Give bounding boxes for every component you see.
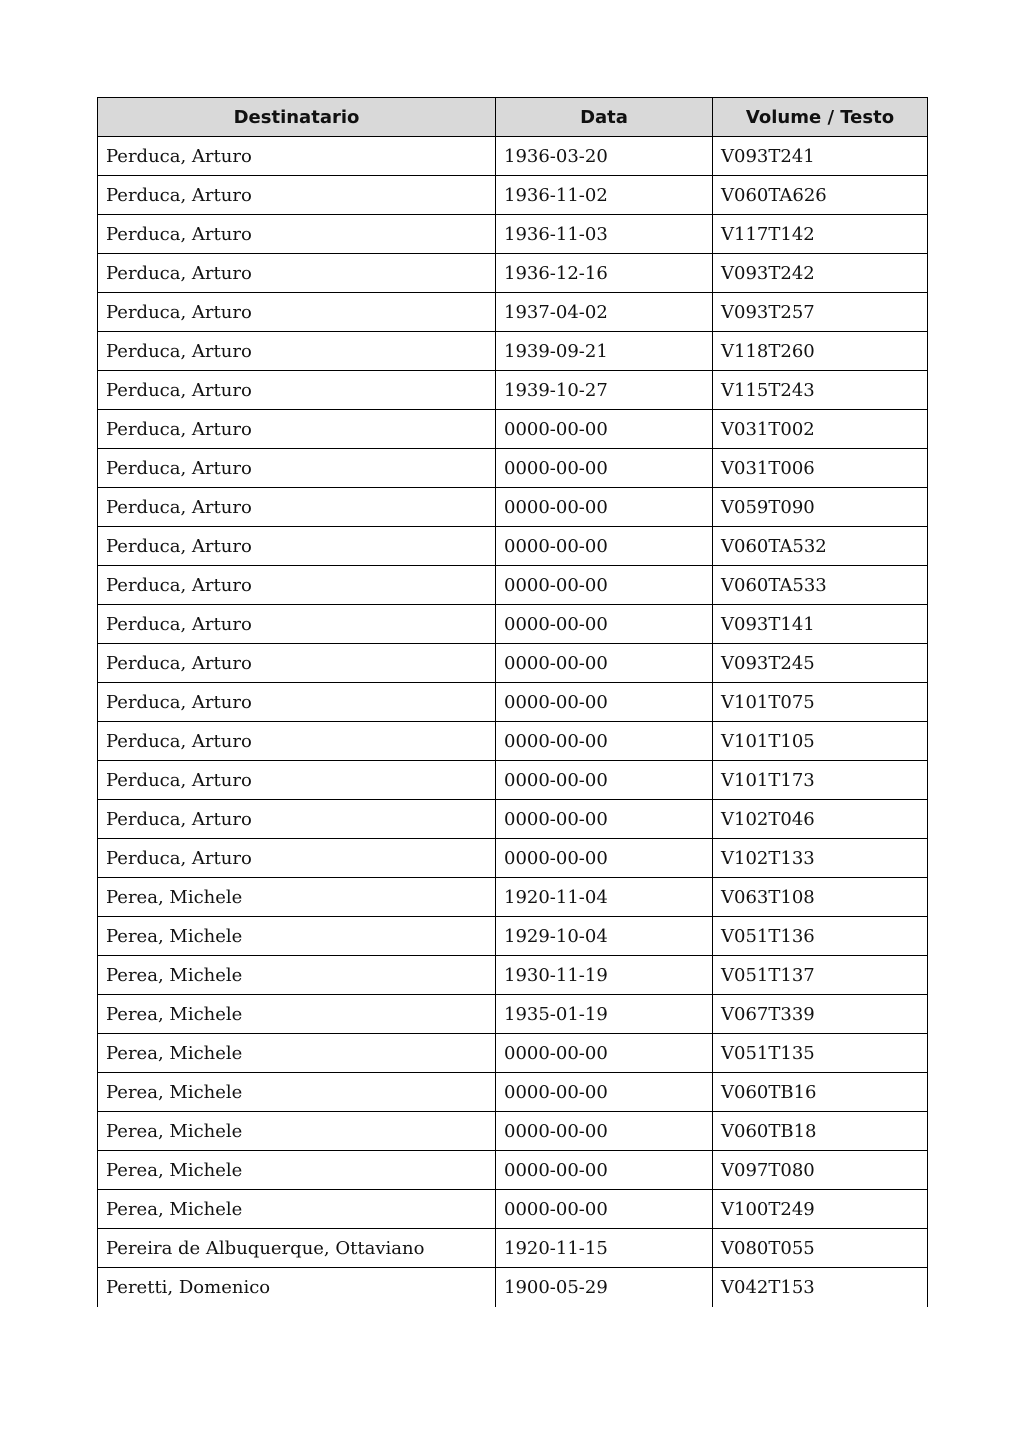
table-row <box>98 176 928 215</box>
cell-volume-testo: V093T141 <box>713 605 928 644</box>
cell-destinatario: Perduca, Arturo <box>98 410 496 449</box>
cell-data: 0000-00-00 <box>496 644 713 683</box>
cell-data: 1939-10-27 <box>496 371 713 410</box>
header-volume-testo: Volume / Testo <box>713 98 928 137</box>
cell-volume-testo: V060TB16 <box>713 1073 928 1112</box>
cell-destinatario: Perea, Michele <box>98 917 496 956</box>
cell-destinatario: Perea, Michele <box>98 995 496 1034</box>
cell-data: 0000-00-00 <box>496 1073 713 1112</box>
table-row <box>98 566 928 605</box>
header-data: Data <box>496 98 713 137</box>
table-row <box>98 254 928 293</box>
cell-data: 1920-11-15 <box>496 1229 713 1268</box>
cell-destinatario: Perduca, Arturo <box>98 488 496 527</box>
records-table <box>97 97 928 1307</box>
cell-volume-testo: V100T249 <box>713 1190 928 1229</box>
cell-destinatario: Perea, Michele <box>98 878 496 917</box>
cell-data: 1936-12-16 <box>496 254 713 293</box>
cell-destinatario: Perduca, Arturo <box>98 215 496 254</box>
cell-data: 0000-00-00 <box>496 683 713 722</box>
cell-data: 0000-00-00 <box>496 566 713 605</box>
table-row <box>98 839 928 878</box>
table-row <box>98 449 928 488</box>
cell-destinatario: Perea, Michele <box>98 1034 496 1073</box>
cell-volume-testo: V101T105 <box>713 722 928 761</box>
table-row <box>98 410 928 449</box>
cell-volume-testo: V115T243 <box>713 371 928 410</box>
table-row <box>98 956 928 995</box>
cell-data: 1939-09-21 <box>496 332 713 371</box>
table-row <box>98 1229 928 1268</box>
cell-data: 0000-00-00 <box>496 1034 713 1073</box>
table-row <box>98 527 928 566</box>
cell-destinatario: Perduca, Arturo <box>98 449 496 488</box>
cell-destinatario: Perduca, Arturo <box>98 293 496 332</box>
table-row <box>98 1034 928 1073</box>
table-row <box>98 215 928 254</box>
table-row <box>98 800 928 839</box>
cell-data: 0000-00-00 <box>496 527 713 566</box>
cell-destinatario: Perea, Michele <box>98 1073 496 1112</box>
cell-data: 1900-05-29 <box>496 1268 713 1307</box>
table-row <box>98 644 928 683</box>
cell-destinatario: Perduca, Arturo <box>98 137 496 176</box>
cell-data: 1929-10-04 <box>496 917 713 956</box>
cell-data: 0000-00-00 <box>496 1190 713 1229</box>
table-row <box>98 722 928 761</box>
cell-data: 0000-00-00 <box>496 1151 713 1190</box>
table-row <box>98 1073 928 1112</box>
cell-destinatario: Perduca, Arturo <box>98 839 496 878</box>
cell-volume-testo: V117T142 <box>713 215 928 254</box>
cell-volume-testo: V101T173 <box>713 761 928 800</box>
cell-volume-testo: V093T257 <box>713 293 928 332</box>
cell-volume-testo: V060TA532 <box>713 527 928 566</box>
table-row <box>98 1151 928 1190</box>
cell-destinatario: Perduca, Arturo <box>98 527 496 566</box>
cell-data: 0000-00-00 <box>496 605 713 644</box>
cell-data: 0000-00-00 <box>496 488 713 527</box>
cell-volume-testo: V042T153 <box>713 1268 928 1307</box>
cell-destinatario: Perduca, Arturo <box>98 566 496 605</box>
cell-volume-testo: V097T080 <box>713 1151 928 1190</box>
cell-volume-testo: V093T241 <box>713 137 928 176</box>
table-row <box>98 683 928 722</box>
table-row <box>98 917 928 956</box>
cell-volume-testo: V051T135 <box>713 1034 928 1073</box>
cell-volume-testo: V060TB18 <box>713 1112 928 1151</box>
cell-volume-testo: V059T090 <box>713 488 928 527</box>
cell-data: 0000-00-00 <box>496 761 713 800</box>
table-body <box>98 137 928 1307</box>
cell-destinatario: Peretti, Domenico <box>98 1268 496 1307</box>
table-row <box>98 1112 928 1151</box>
table-header <box>98 98 928 137</box>
cell-destinatario: Perduca, Arturo <box>98 722 496 761</box>
cell-data: 0000-00-00 <box>496 800 713 839</box>
cell-destinatario: Pereira de Albuquerque, Ottaviano <box>98 1229 496 1268</box>
cell-volume-testo: V101T075 <box>713 683 928 722</box>
cell-destinatario: Perea, Michele <box>98 956 496 995</box>
table-row <box>98 488 928 527</box>
cell-data: 0000-00-00 <box>496 1112 713 1151</box>
cell-data: 0000-00-00 <box>496 839 713 878</box>
cell-destinatario: Perduca, Arturo <box>98 800 496 839</box>
cell-volume-testo: V080T055 <box>713 1229 928 1268</box>
cell-volume-testo: V051T136 <box>713 917 928 956</box>
cell-data: 1936-03-20 <box>496 137 713 176</box>
cell-data: 1920-11-04 <box>496 878 713 917</box>
cell-data: 0000-00-00 <box>496 722 713 761</box>
cell-volume-testo: V102T046 <box>713 800 928 839</box>
cell-volume-testo: V093T245 <box>713 644 928 683</box>
cell-destinatario: Perduca, Arturo <box>98 644 496 683</box>
cell-data: 0000-00-00 <box>496 410 713 449</box>
cell-volume-testo: V031T002 <box>713 410 928 449</box>
table-row <box>98 1190 928 1229</box>
cell-volume-testo: V031T006 <box>713 449 928 488</box>
header-destinatario: Destinatario <box>98 98 496 137</box>
table-row <box>98 293 928 332</box>
cell-destinatario: Perea, Michele <box>98 1190 496 1229</box>
table-row <box>98 332 928 371</box>
cell-destinatario: Perduca, Arturo <box>98 254 496 293</box>
table-row <box>98 1268 928 1307</box>
cell-data: 1936-11-03 <box>496 215 713 254</box>
table-row <box>98 137 928 176</box>
cell-data: 1937-04-02 <box>496 293 713 332</box>
table-row <box>98 995 928 1034</box>
cell-destinatario: Perduca, Arturo <box>98 332 496 371</box>
table-row <box>98 371 928 410</box>
cell-data: 1936-11-02 <box>496 176 713 215</box>
cell-data: 1935-01-19 <box>496 995 713 1034</box>
cell-volume-testo: V102T133 <box>713 839 928 878</box>
cell-data: 1930-11-19 <box>496 956 713 995</box>
cell-volume-testo: V118T260 <box>713 332 928 371</box>
table-row <box>98 878 928 917</box>
cell-volume-testo: V067T339 <box>713 995 928 1034</box>
cell-volume-testo: V093T242 <box>713 254 928 293</box>
cell-destinatario: Perduca, Arturo <box>98 371 496 410</box>
cell-volume-testo: V060TA626 <box>713 176 928 215</box>
cell-data: 0000-00-00 <box>496 449 713 488</box>
cell-destinatario: Perduca, Arturo <box>98 761 496 800</box>
cell-destinatario: Perea, Michele <box>98 1151 496 1190</box>
cell-volume-testo: V051T137 <box>713 956 928 995</box>
cell-destinatario: Perduca, Arturo <box>98 176 496 215</box>
cell-destinatario: Perduca, Arturo <box>98 605 496 644</box>
cell-destinatario: Perea, Michele <box>98 1112 496 1151</box>
table-row <box>98 605 928 644</box>
header-row <box>98 98 928 137</box>
table-row <box>98 761 928 800</box>
cell-volume-testo: V063T108 <box>713 878 928 917</box>
cell-destinatario: Perduca, Arturo <box>98 683 496 722</box>
cell-volume-testo: V060TA533 <box>713 566 928 605</box>
